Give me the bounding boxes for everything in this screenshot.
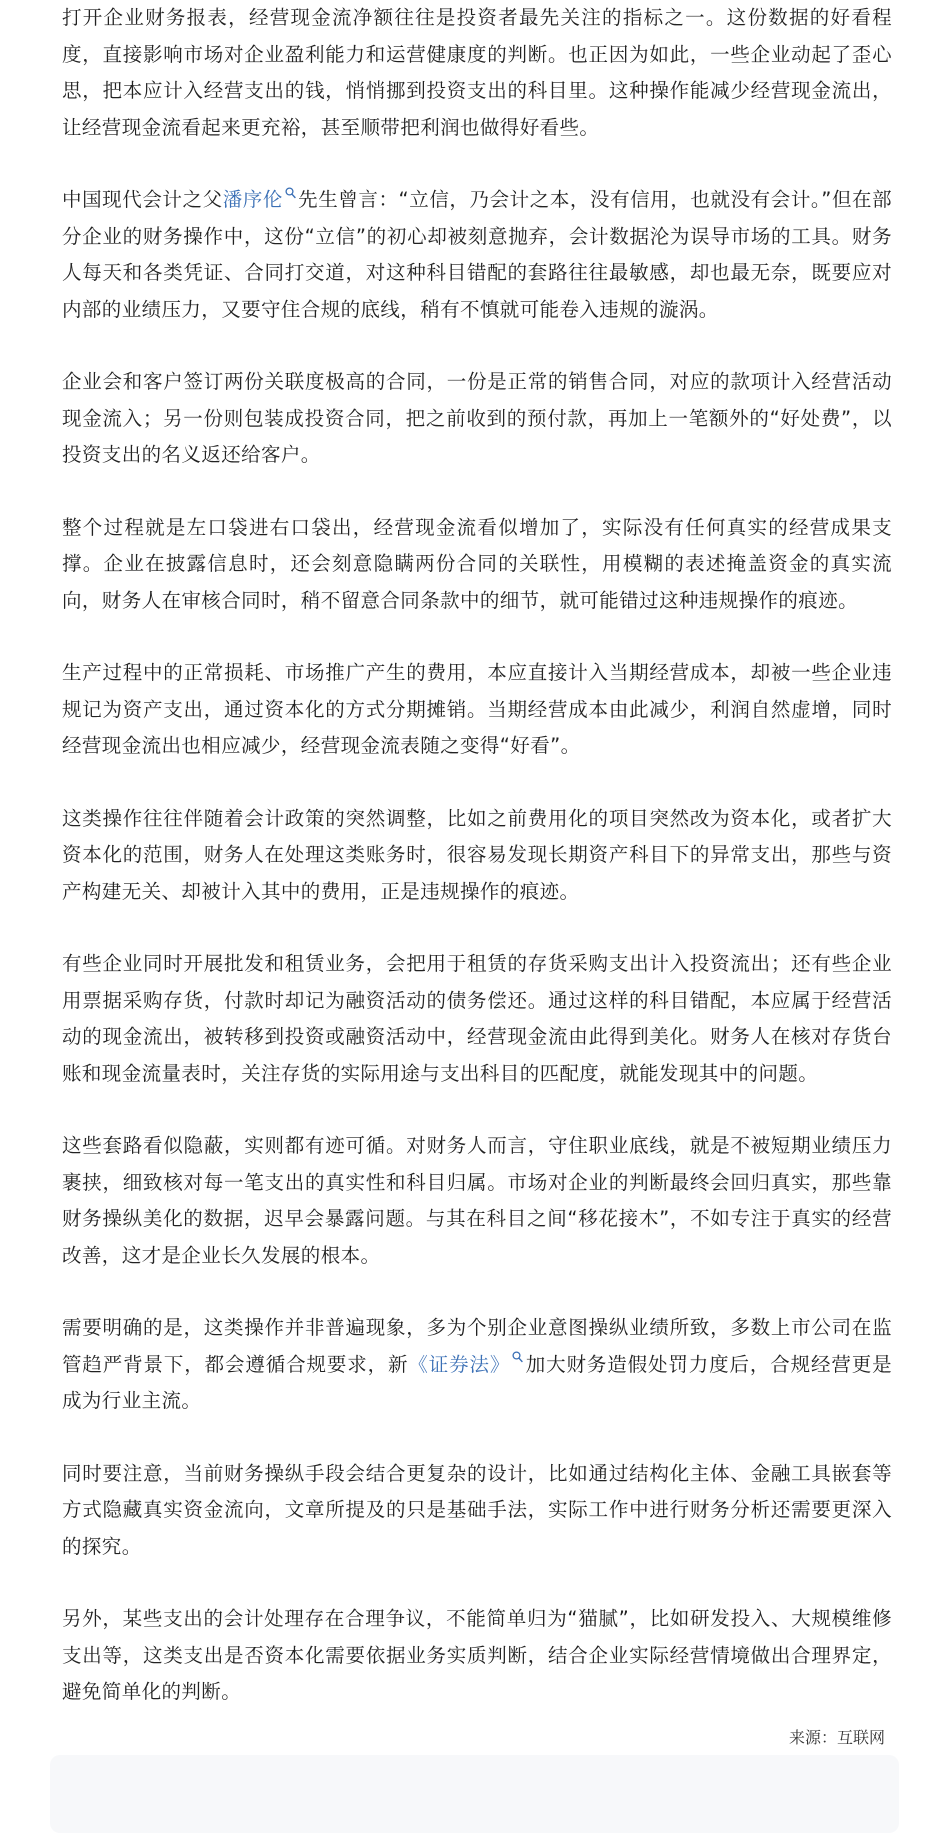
search-icon[interactable]	[512, 1347, 523, 1367]
paragraph-text: 中国现代会计之父	[62, 188, 223, 211]
article-paragraph-6: 这类操作往往伴随着会计政策的突然调整，比如之前费用化的项目突然改为资本化，或者扩大资本化的范围，财务人在处理这类账务时，很容易发现长期资产科目下的异常支出，那些与资产构建无关、却被计入其中的费用，正是违规操作的痕迹。	[62, 806, 892, 903]
source-label: 来源：互联网	[788, 1728, 885, 1747]
article-paragraph-9	[62, 1310, 892, 1420]
article-paragraph-10: 同时要注意，当前财务操纵手段会结合更复杂的设计，比如通过结构化主体、金融工具嵌套等方式隐藏真实资金流向，文章所提及的只是基础手法，实际工作中进行财务分析还需要更深入的探究。	[62, 1461, 892, 1558]
search-icon[interactable]	[285, 183, 296, 203]
article-paragraph-4: 整个过程就是左口袋进右口袋出，经营现金流看似增加了，实际没有任何真实的经营成果支撑。企业在披露信息时，还会刻意隐瞒两份合同的关联性，用模糊的表述掩盖资金的真实流向，财务人在审核合同时，稍不留意合同条款中的细节，就可能错过这种违规操作的痕迹。	[62, 515, 892, 612]
article-paragraph-2	[62, 182, 892, 328]
article-body	[62, 0, 892, 1747]
article-paragraph-7: 有些企业同时开展批发和租赁业务，会把用于租赁的存货采购支出计入投资流出；还有些企业用票据采购存货，付款时却记为融资活动的债务偿还。通过这样的科目错配，本应属于经营活动的现金流出，被转移到投资或融资活动中，经营现金流由此得到美化。财务人在核对存货台账和现金流量表时，关注存货的实际用途与支出科目的匹配度，就能发现其中的问题。	[62, 952, 892, 1085]
article-paragraph-1: 打开企业财务报表，经营现金流净额往往是投资者最先关注的指标之一。这份数据的好看程度，直接影响市场对企业盈利能力和运营健康度的判断。也正因为如此，一些企业动起了歪心思，把本应计入经营支出的钱，悄悄挪到投资支出的科目里。这种操作能减少经营现金流出，让经营现金流看起来更充裕，甚至顺带把利润也做得好看些。	[62, 6, 892, 139]
article-paragraph-8: 这些套路看似隐蔽，实则都有迹可循。对财务人而言，守住职业底线，就是不被短期业绩压力裹挟，细致核对每一笔支出的真实性和科目归属。市场对企业的判断最终会回归真实，那些靠财务操纵美化的数据，迟早会暴露问题。与其在科目之间“移花接木”，不如专注于真实的经营改善，这才是企业长久发展的根本。	[62, 1134, 892, 1267]
paragraph-text: 加大财务造假处罚力度后，合规经营更是成为行业主流。	[62, 1352, 892, 1412]
person-link-pan-xulun[interactable]: 潘序伦	[222, 188, 283, 211]
paragraph-text: 需要明确的是，这类操作并非普遍现象，多为个别企业意图操纵业绩所致，多数上市公司在监管趋严背景下，都会遵循合规要求，新	[62, 1316, 892, 1376]
footer-card	[50, 1755, 899, 1833]
article-paragraph-3: 企业会和客户签订两份关联度极高的合同，一份是正常的销售合同，对应的款项计入经营活动现金流入；另一份则包装成投资合同，把之前收到的预付款，再加上一笔额外的“好处费”，以投资支出的名义返还给客户。	[62, 370, 892, 466]
paragraph-text: 先生曾言：“立信，乃会计之本，没有信用，也就没有会计。”但在部分企业的财务操作中，这份“立信”的初心却被刻意抛弃，会计数据沦为误导市场的工具。财务人每天和各类凭证、合同打交道，对这种科目错配的套路往往最敏感，却也最无奈，既要应对内部的业绩压力，又要守住合规的底线，稍有不慎就可能卷入违规的漩涡。	[62, 188, 893, 321]
law-link-securities-law[interactable]: 《证券法》	[408, 1352, 511, 1376]
article-paragraph-5: 生产过程中的正常损耗、市场推广产生的费用，本应直接计入当期经营成本，却被一些企业违规记为资产支出，通过资本化的方式分期摊销。当期经营成本由此减少，利润自然虚增，同时经营现金流出也相应减少，经营现金流表随之变得“好看”。	[62, 661, 892, 757]
article-paragraph-11: 另外，某些支出的会计处理存在合理争议，不能简单归为“猫腻”，比如研发投入、大规模维修支出等，这类支出是否资本化需要依据业务实质判断，结合企业实际经营情境做出合理界定，避免简单化的判断。	[62, 1607, 892, 1703]
